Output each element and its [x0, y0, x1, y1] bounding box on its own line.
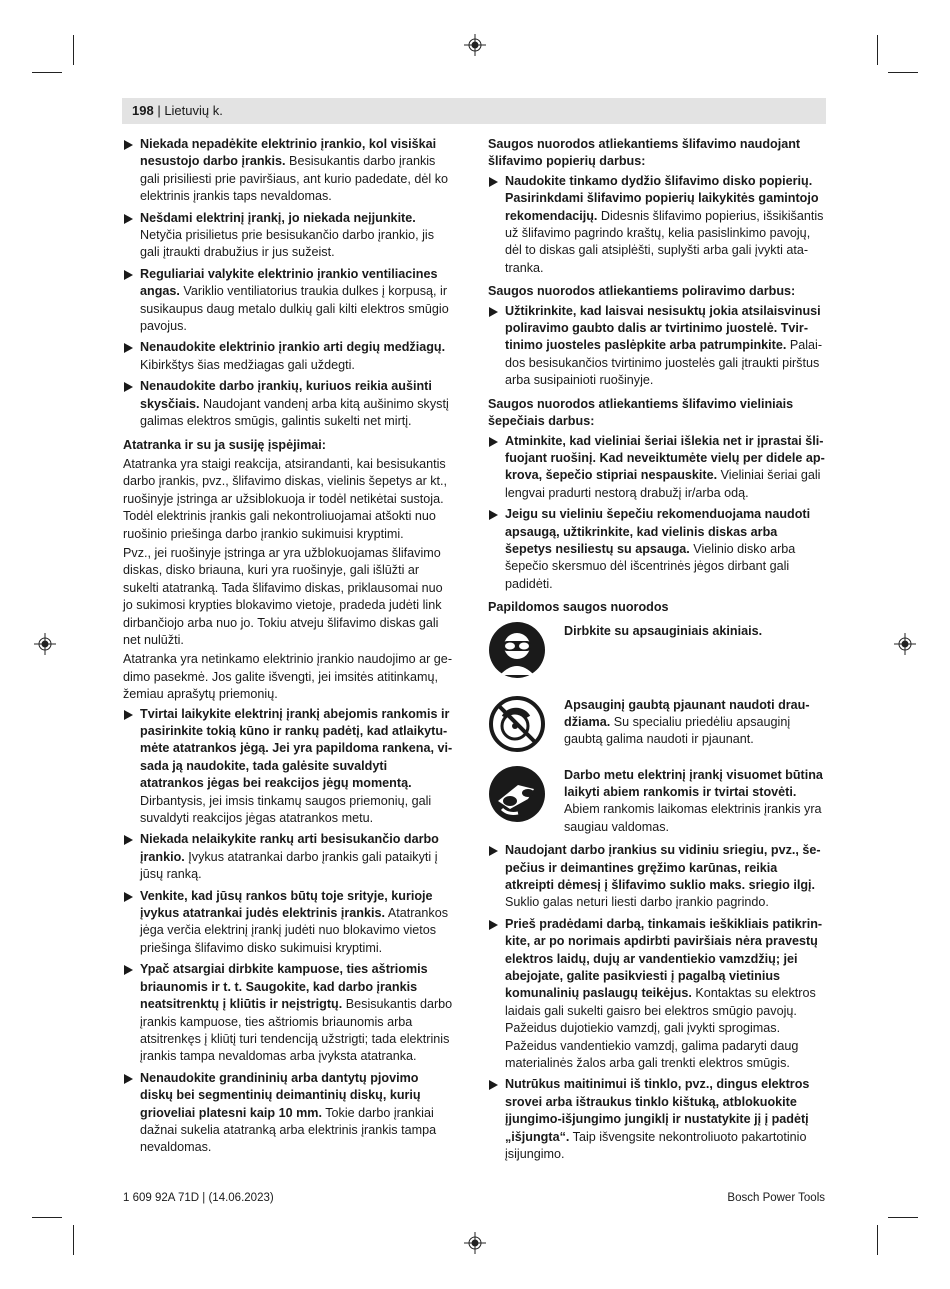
- bullet-triangle-icon: [489, 510, 498, 520]
- bullet-triangle-icon: [124, 214, 133, 224]
- bullet-bold-text: Naudojant darbo įrankius su vidiniu sriegiu, pvz., šepečius ir deimantines gręžimo karūnas, reikia atkreipti dėmesį į šlifavimo suklio maks. sriegio ilgį.: [505, 843, 821, 892]
- bullet-bold-text: Niekada nepadėkite elektrinio įrankio, kol visiškai nesustojo darbo įrankis.: [140, 137, 437, 169]
- bullet-bold-text: Naudokite tinkamo dydžio šlifavimo disko popierių. Pasirinkdami šlifavimo popierių laikykitės gamintojo rekomendacijų.: [505, 173, 819, 223]
- bullet-triangle-icon: [124, 1074, 133, 1084]
- bullet-text: Vieliniai šeriai gali lengvai pradurti nestorą drabužį ir/arba odą.: [505, 468, 821, 500]
- bullet-bold-text: Ypač atsargiai dirbkite kampuose, ties aštriomis briaunomis ir t. t. Saugokite, kad darbo įrankis neatsitrenktų į kliūtis ir neįstrigtų.: [140, 962, 428, 1012]
- bullet-list: [123, 136, 454, 431]
- bullet-bold-text: Nutrūkus maitinimui iš tinklo, pvz., dingus elektros srovei arba ištraukus tinklo kištuką, atblokuokite įjungimo-išjungimo jungiklį ir nustatykite jį į padėtį „išjungta“.: [505, 1077, 810, 1144]
- bullet-list: [488, 842, 825, 1163]
- bullet-triangle-icon: [489, 920, 498, 930]
- bullet-item: [123, 266, 454, 336]
- notice-text: Abiem rankomis laikomas elektrinis įrankis yra saugiau valdomas.: [564, 802, 822, 834]
- bullet-item: [123, 831, 454, 883]
- crop-mark: [73, 35, 74, 65]
- safety-goggles-icon: [488, 621, 546, 679]
- safety-notice: [488, 765, 825, 837]
- wirebrush-heading: Saugos nuorodos atliekantiems šlifavimo vieliniais šepečiais darbus:: [488, 396, 794, 429]
- page-number: 198: [132, 103, 154, 118]
- bullet-triangle-icon: [489, 437, 498, 447]
- bullet-item: [488, 173, 825, 277]
- bullet-text: Dirbantysis, jei imsis tinkamų saugos priemonių, gali suvaldyti reakcijos jėgas atatrankos metu.: [140, 793, 432, 826]
- bullet-item: [488, 1076, 825, 1163]
- bullet-bold-text: Užtikrinkite, kad laisvai nesisuktų jokia atsilaisvinusi poliravimo gaubto dalis ar tvirtinimo juostelė. Tvirtinimo juosteles paslėpkite arba patrumpinkite.: [505, 303, 821, 353]
- bullet-triangle-icon: [489, 307, 498, 317]
- notice-text: Su specialiu priedėliu apsauginį gaubtą galima naudoti ir pjaunant.: [564, 714, 791, 747]
- registration-mark-icon: [34, 633, 56, 655]
- bullet-item: [123, 210, 454, 262]
- brand-footer: Bosch Power Tools: [727, 1192, 825, 1204]
- bullet-item: [123, 961, 454, 1065]
- bullet-bold-text: Reguliariai valykite elektrinio įrankio ventiliacines angas.: [140, 266, 438, 299]
- bullet-text: Įvykus atatrankai darbo įrankis gali pataikyti į jūsų ranką.: [140, 849, 438, 882]
- bullet-item: [488, 506, 825, 593]
- bullet-text: Suklio galas neturi liesti darbo įrankio pagrindo.: [505, 895, 769, 910]
- notice-bold: Apsauginį gaubtą pjaunant naudoti draudžiama.: [564, 697, 810, 729]
- additional-heading: Papildomos saugos nuorodos: [488, 600, 669, 615]
- crop-mark: [73, 1225, 74, 1255]
- bullet-triangle-icon: [124, 140, 133, 150]
- bullet-list: [488, 303, 825, 390]
- right-column: [488, 136, 825, 1168]
- bullet-item: [123, 136, 454, 206]
- bullet-text: Besisukantis darbo įrankis gali prisiliesti prie paviršiaus, ant kurio padedate, dėl ko elektrinis įrankis taps nevaldomas.: [140, 154, 449, 204]
- bullet-bold-text: Tvirtai laikykite elektrinį įrankį abejomis rankomis ir pasirinkite tokią kūno ir rankų padėtį, kad atlaikytumėte atatrankos jėgą. Jei yra papildoma rankena, visada ją naudokite, tada galėsite suvaldyti atatrankos jėgas bei reakcijos jėgų momentą.: [140, 706, 453, 791]
- bullet-bold-text: Nenaudokite darbo įrankių, kuriuos reikia aušinti skysčiais.: [140, 379, 432, 411]
- no-cutting-guard-icon: [488, 695, 546, 753]
- registration-mark-icon: [894, 633, 916, 655]
- kickback-heading: Atatranka ir su ja susiję įspėjimai:: [123, 437, 326, 452]
- registration-mark-icon: [464, 1232, 486, 1254]
- bullet-bold-text: Jeigu su vieliniu šepečiu rekomenduojama naudoti apsaugą, užtikrinkite, kad vielinis diskas arba šepetys nesiliestų su apsauga.: [505, 507, 811, 556]
- bullet-item: [123, 378, 454, 430]
- sanding-heading: Saugos nuorodos atliekantiems šlifavimo naudojant šlifavimo popierių darbus:: [488, 137, 801, 169]
- bullet-text: Palaidos besisukančios tvirtinimo juostelės gali įtraukti pirštus arba susipainioti ruošinyje.: [505, 338, 823, 388]
- document-number: 1 609 92A 71D | (14.06.2023): [123, 1192, 274, 1204]
- bullet-item: [488, 303, 825, 390]
- bullet-text: Besisukantis darbo įrankis kampuose, ties aštriomis briaunomis arba atsitrenkęs į kliūtį turi tendenciją užstrigti; tada elektrinis įrankis tampa nevaldomas arba įvyksta atatranka.: [140, 997, 453, 1064]
- notice-bold: Dirbkite su apsauginiais akiniais.: [564, 623, 763, 638]
- bullet-bold-text: Atminkite, kad vieliniai šeriai išlekia net ir įprastai šlifuojant ruošinį. Kad neveiktumėte vielų per didele apkrova, šepečio stipriai nespauskite.: [505, 433, 825, 483]
- bullet-text: Taip išvengsite nekontroliuoto pakartotinio įsijungimo.: [505, 1129, 807, 1162]
- bullet-bold-text: Nešdami elektrinį įrankį, jo niekada neįjunkite.: [140, 210, 416, 225]
- bullet-bold-text: Niekada nelaikykite rankų arti besisukančio darbo įrankio.: [140, 832, 439, 864]
- registration-mark-icon: [464, 34, 486, 56]
- bullet-text: Variklio ventiliatorius traukia dulkes į korpusą, ir susikaupus daug metalo dulkių gali kilti elektros smūgio pavojus.: [140, 284, 449, 334]
- bullet-item: [123, 888, 454, 958]
- two-hands-grip-icon: [488, 765, 546, 823]
- bullet-triangle-icon: [124, 382, 133, 392]
- page-header-bar: [122, 98, 826, 124]
- header-language: Lietuvių k.: [164, 103, 223, 118]
- notice-bold: Darbo metu elektrinį įrankį visuomet būtina laikyti abiem rankomis ir tvirtai stovėti.: [564, 767, 823, 799]
- page-header: [132, 103, 223, 118]
- bullet-item: [488, 916, 825, 1073]
- bullet-text: Kibirkštys šias medžiagas gali uždegti.: [140, 357, 355, 372]
- bullet-item: [488, 842, 825, 912]
- bullet-text: Didesnis šlifavimo popierius, išsikišantis už šlifavimo pagrindo kraštų, kelia pasislinkimo pavojų, dėl to diskas gali atsiplėšti, suplyšti arba gali įvykti atatranka.: [505, 208, 824, 275]
- bullet-item: [488, 433, 825, 503]
- bullet-bold-text: Venkite, kad jūsų rankos būtų toje srityje, kurioje įvykus atatrankai judės elektrinis įrankis.: [140, 888, 433, 921]
- kickback-paragraph: Pvz., jei ruošinyje įstringa ar yra užblokuojamas šlifavimo diskas, disko briauna, kuri yra ruošinyje, gali išlūžti ar sukelti atatranką. Tada šlifavimo diskas, priklausomai nuo jo sukimosi krypties blokavimo vietoje, pradeda judėti link dirbančiojo arba nuo jo. Tokiu atveju šlifavimo diskas gali net nulūžti.: [123, 545, 443, 647]
- kickback-paragraph: Atatranka yra staigi reakcija, atsirandanti, kai besisukantis darbo įrankis, pvz., šlifavimo diskas, vielinis šepetys ar kt., ruošinyje įstringa ar užsiblokuoja ir todėl netikėtai sustoja. Todėl elektrinis įrankis gali nekontroliuojamai atšokti nuo ruošinio priešinga darbo įrankio sukimuisi kryptimi.: [123, 456, 448, 541]
- bullet-item: [123, 339, 454, 374]
- crop-mark: [888, 1217, 918, 1218]
- bullet-bold-text: Nenaudokite grandininių arba dantytų pjovimo diskų bei segmentinių deimantinių diskų, kurių grioveliai platesni kaip 10 mm.: [140, 1070, 421, 1120]
- bullet-text: Kontaktas su elektros laidais gali sukelti gaisro bei elektros smūgio pavojų. Pažeidus dujotiekio vamzdį, gali įvykti sprogimas. Pažeidus vandentiekio vamzdį, galima padaryti daug materialinės žalos arba gali trenkti elektros smūgis.: [505, 986, 816, 1071]
- crop-mark: [32, 72, 62, 73]
- bullet-triangle-icon: [489, 1080, 498, 1090]
- bullet-triangle-icon: [124, 835, 133, 845]
- polishing-heading: Saugos nuorodos atliekantiems poliravimo darbus:: [488, 284, 796, 299]
- safety-notice: [488, 621, 825, 679]
- bullet-text: Tokie darbo įrankiai dažnai sukelia atatranką arba elektrinis įrankis tampa nevaldomas.: [140, 1105, 437, 1155]
- bullet-text: Netyčia prisilietus prie besisukančio darbo įrankio, jis gali įtraukti drabužius ir jus sužeist.: [140, 228, 434, 260]
- bullet-text: Naudojant vandenį arba kitą aušinimo skystį galimas elektros smūgis, galintis sukelti net mirtį.: [140, 396, 449, 429]
- left-column: [123, 136, 454, 1161]
- kickback-paragraph: Atatranka yra netinkamo elektrinio įrankio naudojimo ar gedimo pasekmė. Jos galite išvengti, jei imsitės atitinkamų, žemiau aprašytų priemonių.: [123, 652, 453, 702]
- crop-mark: [888, 72, 918, 73]
- bullet-bold-text: Prieš pradėdami darbą, tinkamais ieškikliais patikrinkite, ar po norimais apdirbti paviršiais nėra pravestų elektros laidų, dujų ar vandentiekio vamzdžių; jei abejojate, galite pasikviesti į pagalbą vietinius komunalinių paslaugų teikėjus.: [505, 916, 823, 1001]
- bullet-triangle-icon: [124, 965, 133, 975]
- bullet-triangle-icon: [124, 892, 133, 902]
- bullet-item: [123, 1070, 454, 1157]
- bullet-triangle-icon: [124, 343, 133, 353]
- crop-mark: [877, 35, 878, 65]
- bullet-list: [488, 433, 825, 594]
- bullet-list: [123, 706, 454, 1157]
- header-separator: |: [153, 103, 165, 118]
- bullet-list: [488, 173, 825, 277]
- safety-notice: [488, 695, 825, 753]
- bullet-item: [123, 706, 454, 828]
- crop-mark: [32, 1217, 62, 1218]
- bullet-triangle-icon: [489, 846, 498, 856]
- bullet-triangle-icon: [124, 710, 133, 720]
- bullet-bold-text: Nenaudokite elektrinio įrankio arti degių medžiagų.: [140, 340, 446, 355]
- bullet-triangle-icon: [124, 270, 133, 280]
- bullet-text: Atatrankos jėga verčia elektrinį įrankį judėti nuo blokavimo vietos priešinga šlifavimo disko sukimuisi kryptimi.: [140, 906, 449, 955]
- bullet-text: Vielinio disko arba šepečio skersmuo dėl išcentrinės jėgos dirbant gali padidėti.: [505, 541, 796, 591]
- bullet-triangle-icon: [489, 177, 498, 187]
- crop-mark: [877, 1225, 878, 1255]
